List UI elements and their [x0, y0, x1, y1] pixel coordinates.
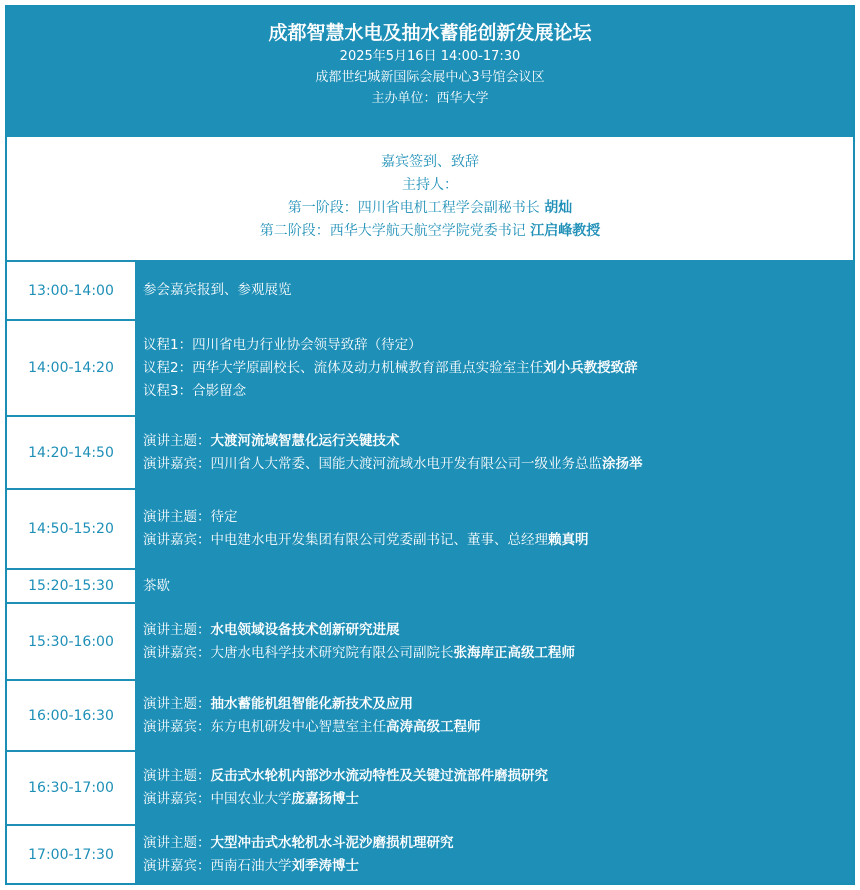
schedule-line-highlight: 张海库正高级工程师 [453, 644, 575, 661]
schedule-line-highlight: 大型冲击式水轮机水斗泥沙磨损机理研究 [210, 834, 454, 851]
schedule-time: 17:00-17:30 [7, 826, 137, 883]
schedule-line-text: 演讲主题： [143, 695, 211, 712]
schedule-line-text: 议程1：四川省电力行业协会领导致辞（待定） [143, 336, 422, 353]
schedule-content [137, 262, 853, 319]
schedule-time: 15:30-16:00 [7, 604, 137, 679]
schedule-line-highlight: 水电领域设备技术创新研究进展 [210, 621, 400, 638]
schedule-time: 16:00-16:30 [7, 681, 137, 750]
agenda-table [5, 5, 855, 885]
schedule-content [137, 490, 853, 568]
schedule-line-text: 演讲嘉宾：大唐水电科学技术研究院有限公司副院长 [143, 644, 454, 661]
schedule-line-highlight: 大渡河流域智慧化运行关键技术 [210, 432, 400, 449]
schedule-line [143, 788, 853, 811]
schedule-line [143, 430, 853, 453]
forum-venue: 成都世纪城新国际会展中心3号馆会议区 [315, 70, 545, 85]
schedule-content [137, 826, 853, 883]
schedule-row [7, 570, 853, 602]
schedule-line [143, 832, 853, 855]
schedule-line [143, 529, 853, 552]
schedule-line [143, 693, 853, 716]
schedule-line-text: 演讲嘉宾：中国农业大学 [143, 791, 292, 807]
schedule-line [143, 380, 853, 403]
schedule-line-text: 演讲嘉宾：东方电机研发中心智慧室主任 [143, 718, 386, 735]
schedule-line-text: 演讲嘉宾：西南石油大学 [143, 857, 292, 874]
schedule-line-highlight: 高涛高级工程师 [386, 718, 481, 735]
schedule-line [143, 619, 853, 642]
schedule-time: 14:50-15:20 [7, 490, 137, 568]
schedule-content [137, 681, 853, 750]
schedule-line-text: 演讲主题： [143, 834, 211, 851]
welcome-text: 嘉宾签到、致辞 [381, 154, 479, 170]
schedule-line-text: 演讲嘉宾：四川省人大常委、国能大渡河流域水电开发有限公司一级业务总监 [143, 455, 602, 472]
schedule-line [143, 855, 853, 878]
schedule-line-text: 议程2：西华大学原副校长、流体及动力机械教育部重点实验室主任 [143, 359, 544, 376]
schedule-line [143, 453, 853, 476]
schedule-line [143, 765, 853, 788]
forum-organizer: 主办单位：西华大学 [371, 91, 489, 106]
schedule-row [7, 490, 853, 568]
schedule-line-highlight: 赖真明 [548, 532, 589, 548]
schedule-row [7, 604, 853, 679]
forum-datetime: 2025年5月16日 14:00-17:30 [339, 49, 521, 64]
schedule-content [137, 321, 853, 415]
schedule-row [7, 752, 853, 824]
schedule-line [143, 506, 853, 529]
schedule-row [7, 681, 853, 750]
schedule-line-text: 参会嘉宾报到、参观展览 [143, 282, 292, 298]
forum-title: 成都智慧水电及抽水蓄能创新发展论坛 [268, 22, 592, 44]
schedule-row [7, 417, 853, 488]
host-phase-2-text: 第二阶段：西华大学航天航空学院党委书记 [259, 223, 526, 239]
schedule-line-highlight: 刘季涛博士 [291, 857, 359, 874]
host-phase-1-name: 胡灿 [544, 200, 573, 216]
schedule-content [137, 604, 853, 679]
schedule-line [143, 357, 853, 380]
schedule-line [143, 575, 853, 598]
host-label: 主持人： [402, 177, 458, 193]
host-phase-2-name: 江启峰教授 [530, 223, 601, 239]
host-phase-2 [7, 220, 853, 243]
schedule-time: 13:00-14:00 [7, 262, 137, 319]
schedule-content [137, 752, 853, 824]
schedule-line-highlight: 刘小兵教授致辞 [543, 359, 638, 376]
schedule-line-text: 演讲主题： [143, 432, 211, 449]
schedule-time: 14:00-14:20 [7, 321, 137, 415]
agenda-header [7, 7, 853, 137]
schedule-content [137, 570, 853, 602]
schedule-line-highlight: 涂扬举 [602, 455, 643, 472]
schedule-time: 16:30-17:00 [7, 752, 137, 824]
opening-section [7, 139, 853, 259]
schedule-line-text: 演讲主题： [143, 621, 211, 638]
schedule-row [7, 262, 853, 319]
schedule-line [143, 716, 853, 739]
host-phase-1 [7, 197, 853, 220]
schedule-line [143, 279, 853, 302]
schedule-line-text: 茶歇 [143, 577, 170, 594]
schedule-content [137, 417, 853, 488]
schedule-line-highlight: 反击式水轮机内部沙水流动特性及关键过流部件磨损研究 [210, 768, 548, 784]
schedule-line-text: 演讲主题： [143, 768, 211, 784]
schedule-time: 14:20-14:50 [7, 417, 137, 488]
schedule-line-text: 议程3：合影留念 [143, 382, 247, 399]
schedule-line-highlight: 庞嘉扬博士 [291, 791, 359, 807]
schedule-line [143, 642, 853, 665]
schedule-time: 15:20-15:30 [7, 570, 137, 602]
schedule-line-text: 演讲嘉宾：中电建水电开发集团有限公司党委副书记、董事、总经理 [143, 532, 548, 548]
schedule-line-text: 演讲主题：待定 [143, 509, 238, 525]
schedule-line-highlight: 抽水蓄能机组智能化新技术及应用 [210, 695, 413, 712]
host-phase-1-text: 第一阶段：四川省电机工程学会副秘书长 [287, 200, 540, 216]
schedule-row [7, 321, 853, 415]
schedule-line [143, 334, 853, 357]
schedule-row [7, 826, 853, 883]
